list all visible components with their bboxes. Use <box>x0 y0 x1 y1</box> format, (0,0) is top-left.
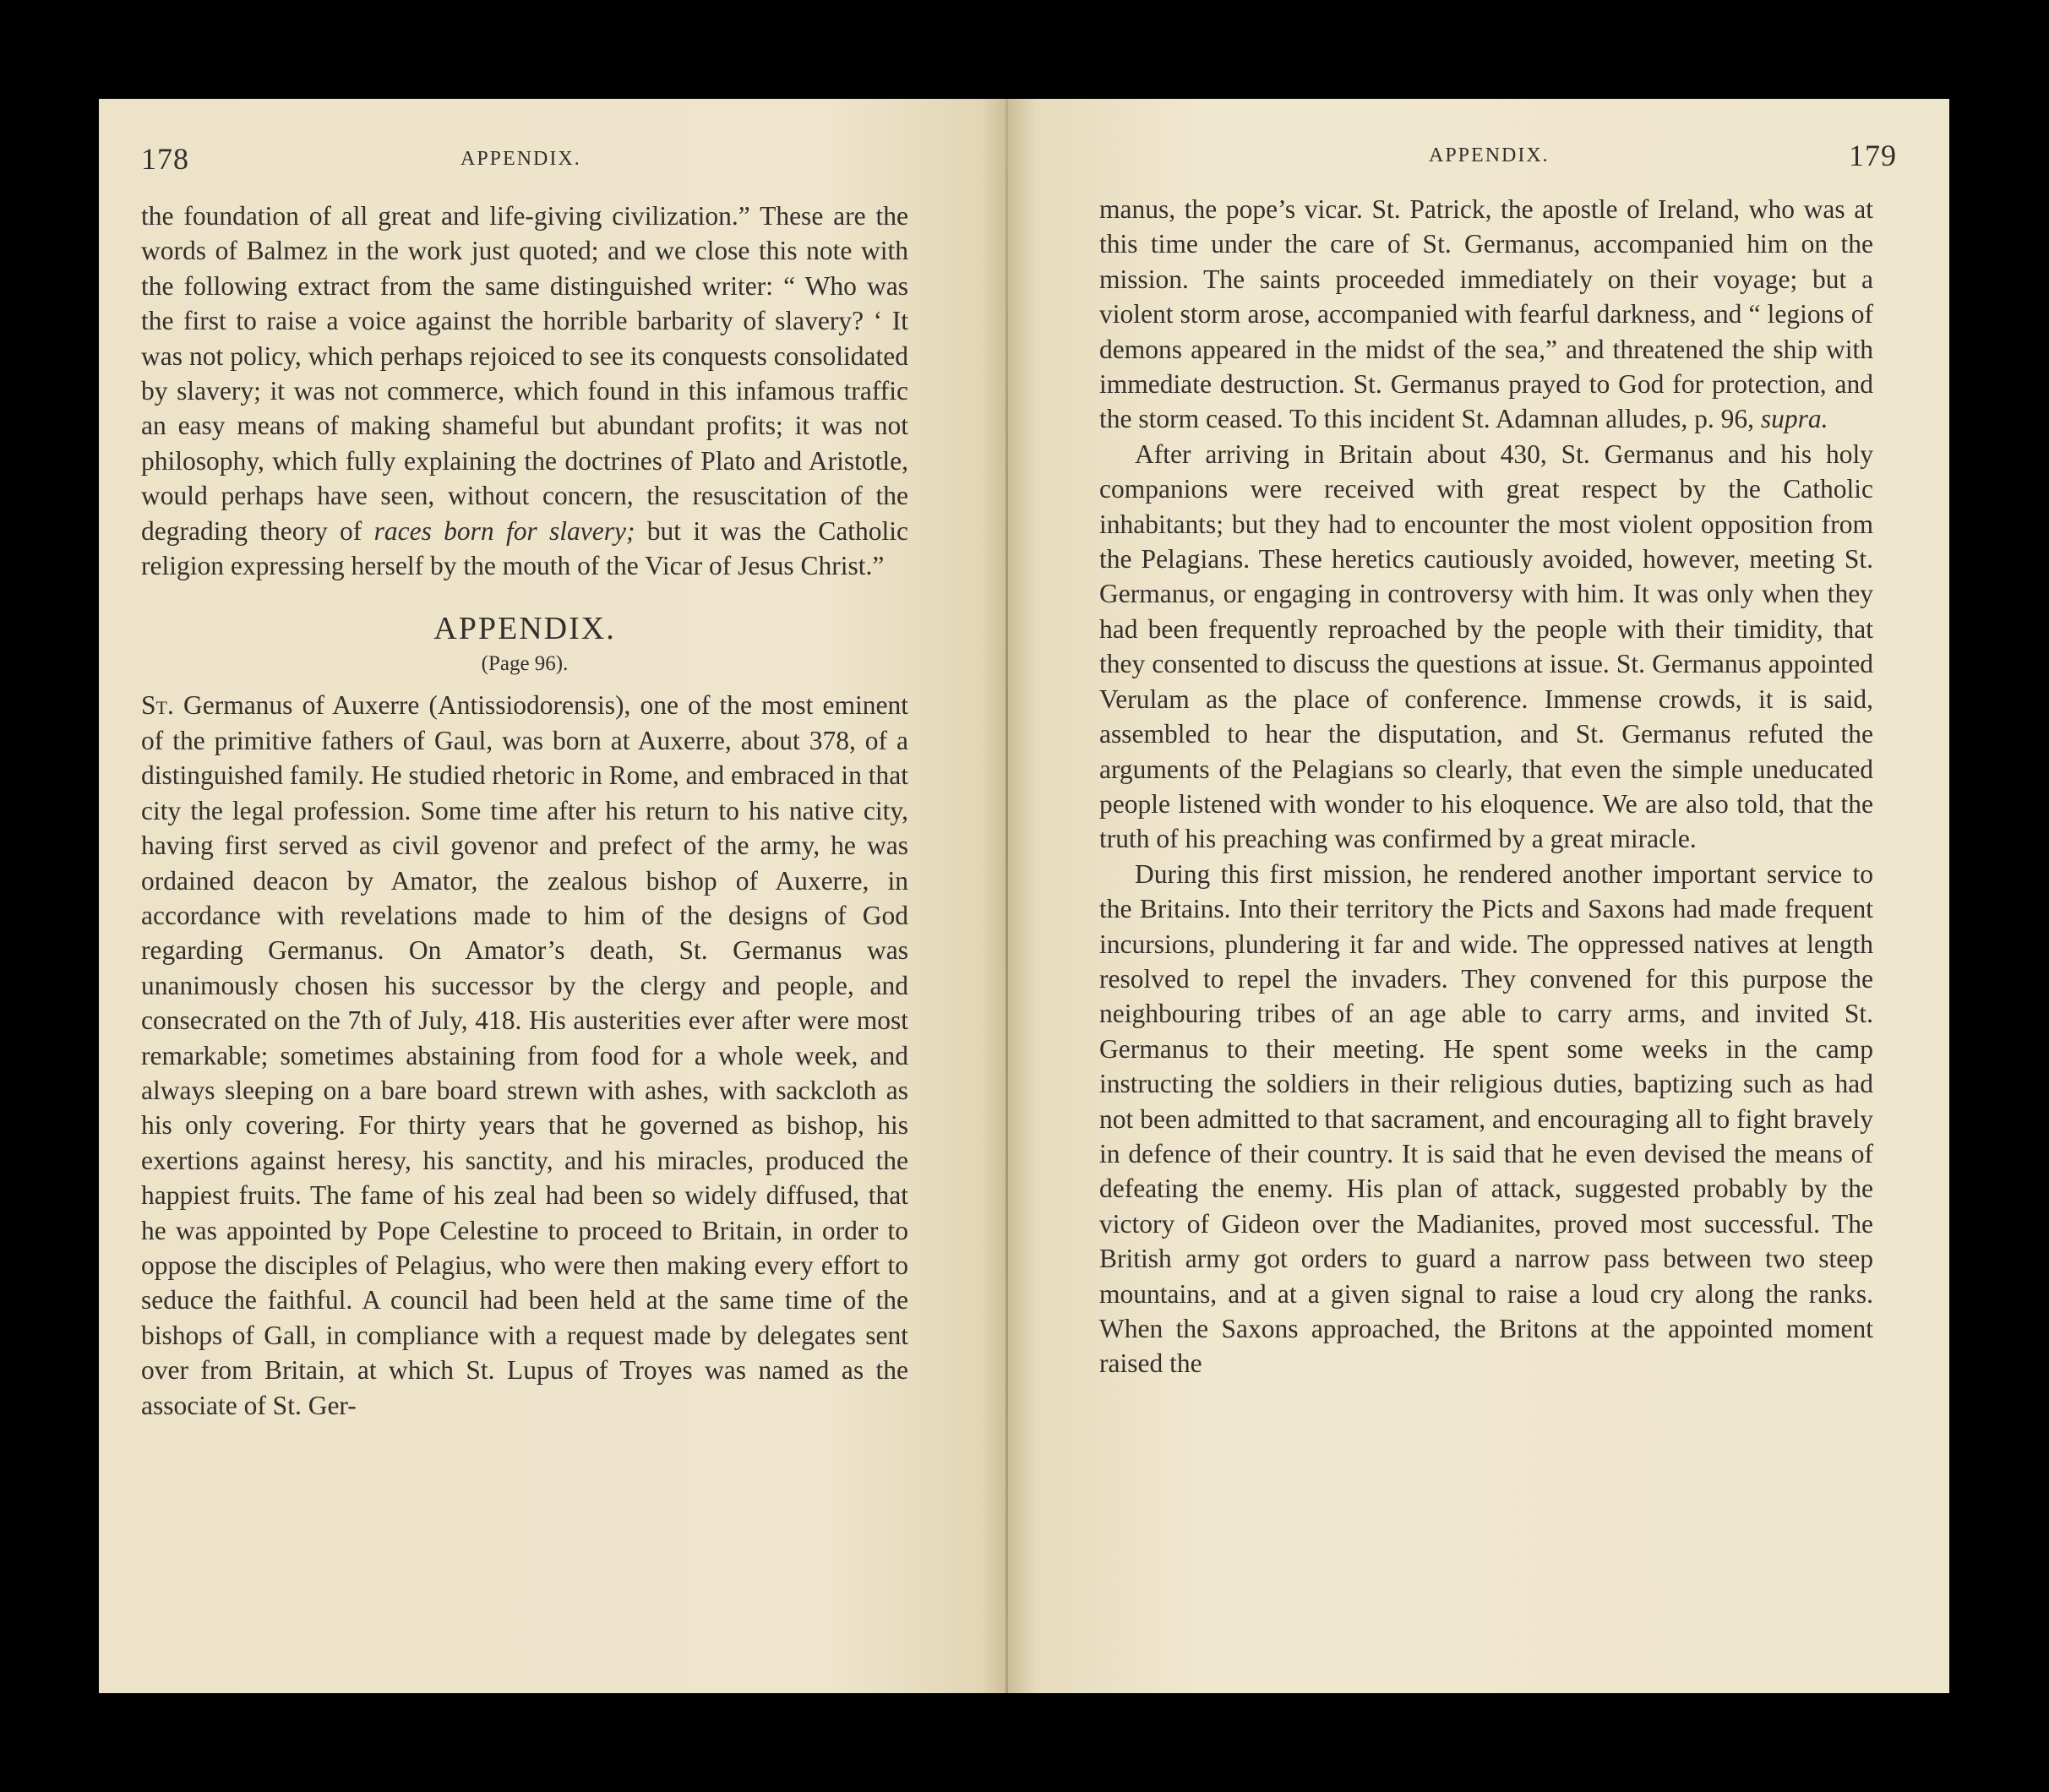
continuation-text-2: but it was the Catholic religion expressing herself by the mouth of the Vicar of Jesus Christ.” <box>141 515 909 581</box>
appendix-paragraph <box>141 688 908 1423</box>
appendix-body <box>141 688 908 1423</box>
right-page-number: 179 <box>1849 139 1897 172</box>
right-paragraph-1 <box>1099 192 1873 437</box>
section-subtitle: (Page 96). <box>481 652 569 676</box>
right-running-title: APPENDIX. <box>1429 144 1550 166</box>
right-paragraph-1-text: manus, the pope’s vicar. St. Patrick, the apostle of Ireland, who was at this time under the care of St. Germanus, accompanied him on the mission. The saints proceeded immediately on their voyage; but a violent storm arose, accompanied with fearful darkness, and “ legions of demons appeared in the midst of the sea,” and threatened the ship with immediate destruction. St. Germanus prayed to God for protection, and the storm ceased. To this incident St. Adamnan alludes, p. 96, <box>1099 194 1873 434</box>
section-title: APPENDIX. <box>433 611 616 647</box>
appendix-lead: St. <box>141 690 174 721</box>
left-page-number: 178 <box>141 142 189 176</box>
right-paragraph-2: After arriving in Britain about 430, St. Germanus and his holy companions were received with great respect by the Catholic inhabitants; but they had to encounter the most violent opposition from the Pelagians. These heretics cautiously avoided, however, meeting St. Germanus, or engaging in controversy with him. It was only when they had been frequently reproached by the people with their timidity, that they consented to discuss the questions at issue. St. Germanus appointed Verulam as the place of conference. Immense crowds, it is said, assembled to hear the disputation, and St. Germanus refuted the arguments of the Pelagians so clearly, that even the simple uneducated people listened with wonder to his eloquence. We are also told, that the truth of his preaching was confirmed by a great miracle. <box>1099 438 1873 854</box>
left-text-block <box>141 199 908 583</box>
right-paragraph-1-italic: supra. <box>1760 404 1828 434</box>
left-running-title: APPENDIX. <box>460 148 581 170</box>
appendix-text: Germanus of Auxerre (Antissiodorensis), one of the most eminent of the primitive fathers of Gaul, was born at Auxerre, about 378, of a distinguished family. He studied rhetoric in Rome, and embraced in that city the legal profession. Some time after his return to his native city, having first served as civil govenor and prefect of the army, he was ordained deacon by Amator, the zealous bishop of Auxerre, in accordance with revelations made to him of the designs of God regarding Germanus. On Amator’s death, St. Germanus was unanimously chosen his successor by the clergy and people, and consecrated on the 7th of July, 418. His austerities ever after were most remarkable; sometimes abstaining from food for a whole week, and always sleeping on a bare board strewn with ashes, with sackcloth as his only covering. For thirty years that he governed as bishop, his exertions against heresy, his sanctity, and his miracles, produced the happiest fruits. The fame of his zeal had been so widely diffused, that he was appointed by Pope Celestine to proceed to Britain, in order to oppose the disciples of Pelagius, who were then making every effort to seduce the faithful. A council had been held at the same time of the bishops of Gall, in compliance with a request made by delegates sent over from Britain, at which St. Lupus of Troyes was named as the associate of St. Ger- <box>141 690 908 1420</box>
left-running-head <box>141 141 969 192</box>
right-text-block <box>1099 192 1873 1381</box>
right-page <box>1008 99 1949 1693</box>
right-paragraph-3: During this first mission, he rendered another important service to the Britains. Into their territory the Picts and Saxons had made frequent incursions, plundering it far and wide. The oppressed natives at length resolved to repel the invaders. They convened for this purpose the neighbouring tribes of an age able to carry arms, and invited St. Germanus to their meeting. He spent some weeks in the camp instructing the soldiers in their religious duties, baptizing such as had not been admitted to that sacrament, and encouraging all to fight bravely in defence of their country. It is said that he even devised the means of defeating the enemy. His plan of attack, suggested probably by the victory of Gideon over the Madianites, proved most successful. The British army got orders to guard a narrow pass between two steep mountains, and at a given signal to raise a loud cry along the ranks. When the Saxons approached, the Britons at the appointed moment raised the <box>1099 858 1873 1379</box>
continuation-paragraph <box>141 199 908 583</box>
book-spread <box>99 99 1949 1693</box>
continuation-italic: races born for slavery; <box>373 515 635 546</box>
continuation-text-1: the foundation of all great and life-giving civilization.” These are the words of Balmez in the work just quoted; and we close this note with the following extract from the same distinguished writer: “ Who was the first to raise a voice against the horrible barbarity of slavery? ‘ It was not policy, which perhaps rejoiced to see its conquests consolidated by slavery; it was not commerce, which found in this infamous traffic an easy means of making shameful but abundant profits; it was not philosophy, which fully explaining the doctrines of Plato and Aristotle, would perhaps have seen, without concern, the resuscitation of the degrading theory of <box>141 201 908 546</box>
right-running-head <box>1099 138 1897 188</box>
left-page <box>99 99 1008 1693</box>
